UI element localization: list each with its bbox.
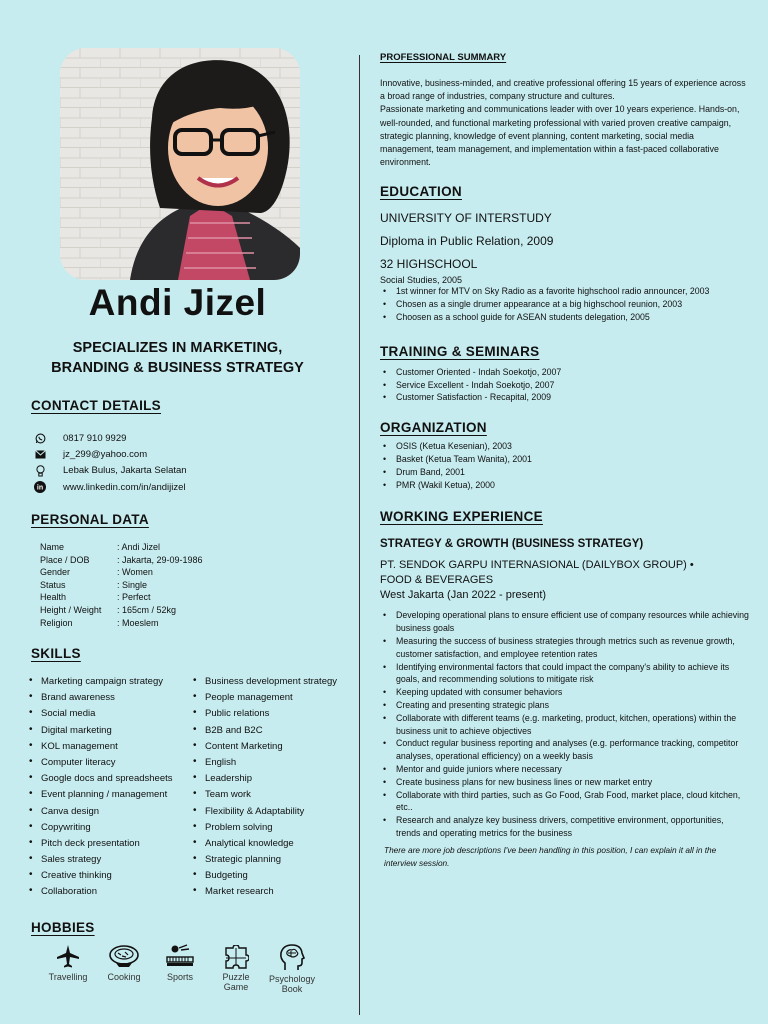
linkedin-link[interactable]: www.linkedin.com/in/andijizel xyxy=(63,481,186,493)
skill-item: • Pitch deck presentation xyxy=(29,838,193,854)
hobby-item xyxy=(40,943,96,994)
skill-item: • Google docs and spreadsheets xyxy=(29,773,193,789)
organization-item: • PMR (Wakil Ketua), 2000 xyxy=(380,479,750,492)
brain-head-icon xyxy=(278,943,306,971)
organization-heading: ORGANIZATION xyxy=(380,420,487,436)
summary-paragraph: Passionate marketing and communications leader with over 10 years experience. Hands-on, well-rounded, and functional marketing professional with varied proven creative campaign, strategic planning, knowledge of event planning, content marketing, social media management, team management, and implementation within a fast-paced collaborative environment. xyxy=(380,104,740,168)
job-role: STRATEGY & GROWTH (BUSINESS STRATEGY) xyxy=(380,538,644,551)
company-line: FOOD & BEVERAGES xyxy=(380,573,494,586)
contact-linkedin xyxy=(33,479,187,495)
specialization xyxy=(0,338,355,378)
organization-item: • OSIS (Ketua Kesenian), 2003 xyxy=(380,440,750,453)
training-list xyxy=(380,366,750,404)
skill-item: • B2B and B2C xyxy=(193,725,337,741)
skills-column-2 xyxy=(193,676,337,903)
personal-value: : Andi Jizel xyxy=(117,542,161,552)
skills-list xyxy=(29,676,337,903)
duty-item: • Collaborate with different teams (e.g. marketing, product, kitchen, operations) within the business unit to achieve objectives xyxy=(380,712,750,738)
hobby-label: Travelling xyxy=(48,972,88,982)
skill-item: • Event planning / management xyxy=(29,789,193,805)
personal-value: : Perfect xyxy=(117,592,151,603)
training-item: • Customer Oriented - Indah Soekotjo, 2007 xyxy=(380,366,750,379)
skill-item: • KOL management xyxy=(29,741,193,757)
hobby-label: Book xyxy=(281,984,303,994)
personal-data-heading: PERSONAL DATA xyxy=(31,512,149,527)
university-name: UNIVERSITY OF INTERSTUDY xyxy=(380,211,552,226)
skill-item: • Computer literacy xyxy=(29,757,193,773)
personal-label: Gender xyxy=(40,567,71,578)
skill-item: • Business development strategy xyxy=(193,676,337,692)
organization-item: • Basket (Ketua Team Wanita), 2001 xyxy=(380,453,750,466)
personal-row xyxy=(40,541,203,554)
contact-list xyxy=(33,430,187,495)
hobby-item xyxy=(96,943,152,994)
sports-icon xyxy=(165,943,195,969)
duty-item: • Conduct regular business reporting and analyses (e.g. performance tracking, competitor analyses, operational efficiency) on a weekly basis xyxy=(380,737,750,763)
contact-details-heading: CONTACT DETAILS xyxy=(31,398,161,413)
skill-item: • Canva design xyxy=(29,806,193,822)
skill-item: • Digital marketing xyxy=(29,725,193,741)
personal-value: : 165cm / 52kg xyxy=(117,604,177,615)
right-column xyxy=(380,52,750,870)
personal-row xyxy=(40,604,203,617)
professional-summary-heading: PROFESSIONAL SUMMARY xyxy=(380,52,507,63)
personal-value: : Single xyxy=(117,579,148,590)
personal-value: : Moeslem xyxy=(117,617,159,628)
whatsapp-icon xyxy=(33,432,47,444)
puzzle-icon xyxy=(223,945,249,969)
skill-item: • Public relations xyxy=(193,708,337,724)
cooking-pot-icon xyxy=(107,943,141,969)
hobby-label: Psychology xyxy=(268,974,316,984)
summary-paragraph: Innovative, business-minded, and creative professional offering 15 years of experience across a broad range of industries, company structure and cultures. xyxy=(380,78,746,102)
hobby-label: Puzzle xyxy=(222,972,250,982)
specialization-line: BRANDING & BUSINESS STRATEGY xyxy=(51,360,304,376)
working-experience-heading: WORKING EXPERIENCE xyxy=(380,509,543,525)
hobbies-heading: HOBBIES xyxy=(31,920,95,935)
training-item: • Service Excellent - Indah Soekotjo, 2007 xyxy=(380,379,750,392)
skill-item: • People management xyxy=(193,692,337,708)
achievement-item: • 1st winner for MTV on Sky Radio as a favorite highschool radio announcer, 2003 xyxy=(380,285,750,298)
duty-item: • Measuring the success of business strategies through metrics such as revenue growth, customer satisfaction, and employee retention rates xyxy=(380,635,750,661)
training-heading: TRAINING & SEMINARS xyxy=(380,343,540,359)
contact-email xyxy=(33,446,187,462)
achievement-item: • Chosen as a single drumer appearance at a big highschool reunion, 2003 xyxy=(380,298,750,311)
airplane-icon xyxy=(55,943,81,969)
address-text: Lebak Bulus, Jakarta Selatan xyxy=(63,465,187,477)
duty-item: • Collaborate with third parties, such as Go Food, Grab Food, market place, cloud kitchen, etc.. xyxy=(380,789,750,815)
duty-item: • Creating and presenting strategic plans xyxy=(380,699,750,712)
personal-label: Name xyxy=(40,542,65,552)
education-achievements xyxy=(380,285,750,323)
skill-item: • Social media xyxy=(29,708,193,724)
skill-item: • Marketing campaign strategy xyxy=(29,676,193,692)
highschool-detail: Social Studies, 2005 xyxy=(380,275,463,286)
skill-item: • Brand awareness xyxy=(29,692,193,708)
skills-heading: SKILLS xyxy=(31,646,81,661)
skill-item: • Creative thinking xyxy=(29,870,193,886)
personal-row xyxy=(40,566,203,579)
job-location: West Jakarta (Jan 2022 - present) xyxy=(380,589,547,602)
education-heading: EDUCATION xyxy=(380,184,462,200)
duty-item: • Mentor and guide juniors where necessary xyxy=(380,763,750,776)
skill-item: • English xyxy=(193,757,337,773)
personal-value: : Jakarta, 29-09-1986 xyxy=(117,554,203,565)
skill-item: • Analytical knowledge xyxy=(193,838,337,854)
personal-row xyxy=(40,579,203,592)
skill-item: • Team work xyxy=(193,789,337,805)
organization-list xyxy=(380,440,750,491)
personal-row xyxy=(40,591,203,604)
degree: Diploma in Public Relation, 2009 xyxy=(380,234,554,249)
contact-address xyxy=(33,463,187,479)
hobby-label: Game xyxy=(223,982,249,992)
personal-label: Place / DOB xyxy=(40,554,90,565)
linkedin-icon xyxy=(33,481,47,493)
personal-value: : Women xyxy=(117,567,153,578)
skill-item: • Market research xyxy=(193,886,337,902)
email-text: jz_299@yahoo.com xyxy=(63,448,148,460)
company-line: PT. SENDOK GARPU INTERNASIONAL (DAILYBOX GROUP) • xyxy=(380,559,694,572)
job-duties xyxy=(380,609,750,839)
skill-item: • Collaboration xyxy=(29,886,193,902)
job-note: There are more job descriptions I've been handling in this position, I can explain it all in the interview session. xyxy=(384,844,717,868)
candidate-name: Andi Jizel xyxy=(88,282,267,323)
achievement-item: • Choosen as a school guide for ASEAN students delegation, 2005 xyxy=(380,311,750,324)
email-icon xyxy=(33,448,47,460)
duty-item: • Developing operational plans to ensure efficient use of company resources while achieving business goals xyxy=(380,609,750,635)
training-item: • Customer Satisfaction - Recapital, 2009 xyxy=(380,391,750,404)
duty-item: • Research and analyze key business drivers, competitive environment, opportunities, trends and operating metrics for the business xyxy=(380,814,750,840)
hobbies-list xyxy=(40,943,320,994)
personal-label: Religion xyxy=(40,617,73,628)
skill-item: • Leadership xyxy=(193,773,337,789)
skill-item: • Content Marketing xyxy=(193,741,337,757)
skill-item: • Problem solving xyxy=(193,822,337,838)
contact-phone xyxy=(33,430,187,446)
skill-item: • Sales strategy xyxy=(29,854,193,870)
organization-item: • Drum Band, 2001 xyxy=(380,466,750,479)
left-column xyxy=(0,0,355,1024)
svg-text:in: in xyxy=(36,484,44,492)
skill-item: • Strategic planning xyxy=(193,854,337,870)
highschool-name: 32 HIGHSCHOOL xyxy=(380,257,478,272)
personal-row xyxy=(40,554,203,567)
hobby-item xyxy=(264,943,320,994)
duty-item: • Create business plans for new business lines or new market entry xyxy=(380,776,750,789)
hobby-item xyxy=(208,945,264,994)
personal-label: Height / Weight xyxy=(40,604,102,615)
skill-item: • Flexibility & Adaptability xyxy=(193,806,337,822)
lightbulb-icon xyxy=(33,465,47,477)
skills-column-1 xyxy=(29,676,193,903)
phone-text: 0817 910 9929 xyxy=(63,432,127,444)
personal-label: Health xyxy=(40,592,67,603)
skill-item: • Budgeting xyxy=(193,870,337,886)
hobby-item xyxy=(152,943,208,994)
column-divider xyxy=(359,55,360,1015)
duty-item: • Keeping updated with consumer behaviors xyxy=(380,686,750,699)
personal-row xyxy=(40,617,203,630)
skill-item: • Copywriting xyxy=(29,822,193,838)
hobby-label: Sports xyxy=(166,972,193,982)
hobby-label: Cooking xyxy=(107,972,141,982)
personal-data-table xyxy=(40,541,203,629)
duty-item: • Identifying environmental factors that could impact the company's ability to achieve its goals, and recommending solutions to mitigate risk xyxy=(380,661,750,687)
specialization-line: SPECIALIZES IN MARKETING, xyxy=(72,340,283,356)
profile-photo xyxy=(60,48,300,280)
personal-label: Status xyxy=(40,579,66,590)
